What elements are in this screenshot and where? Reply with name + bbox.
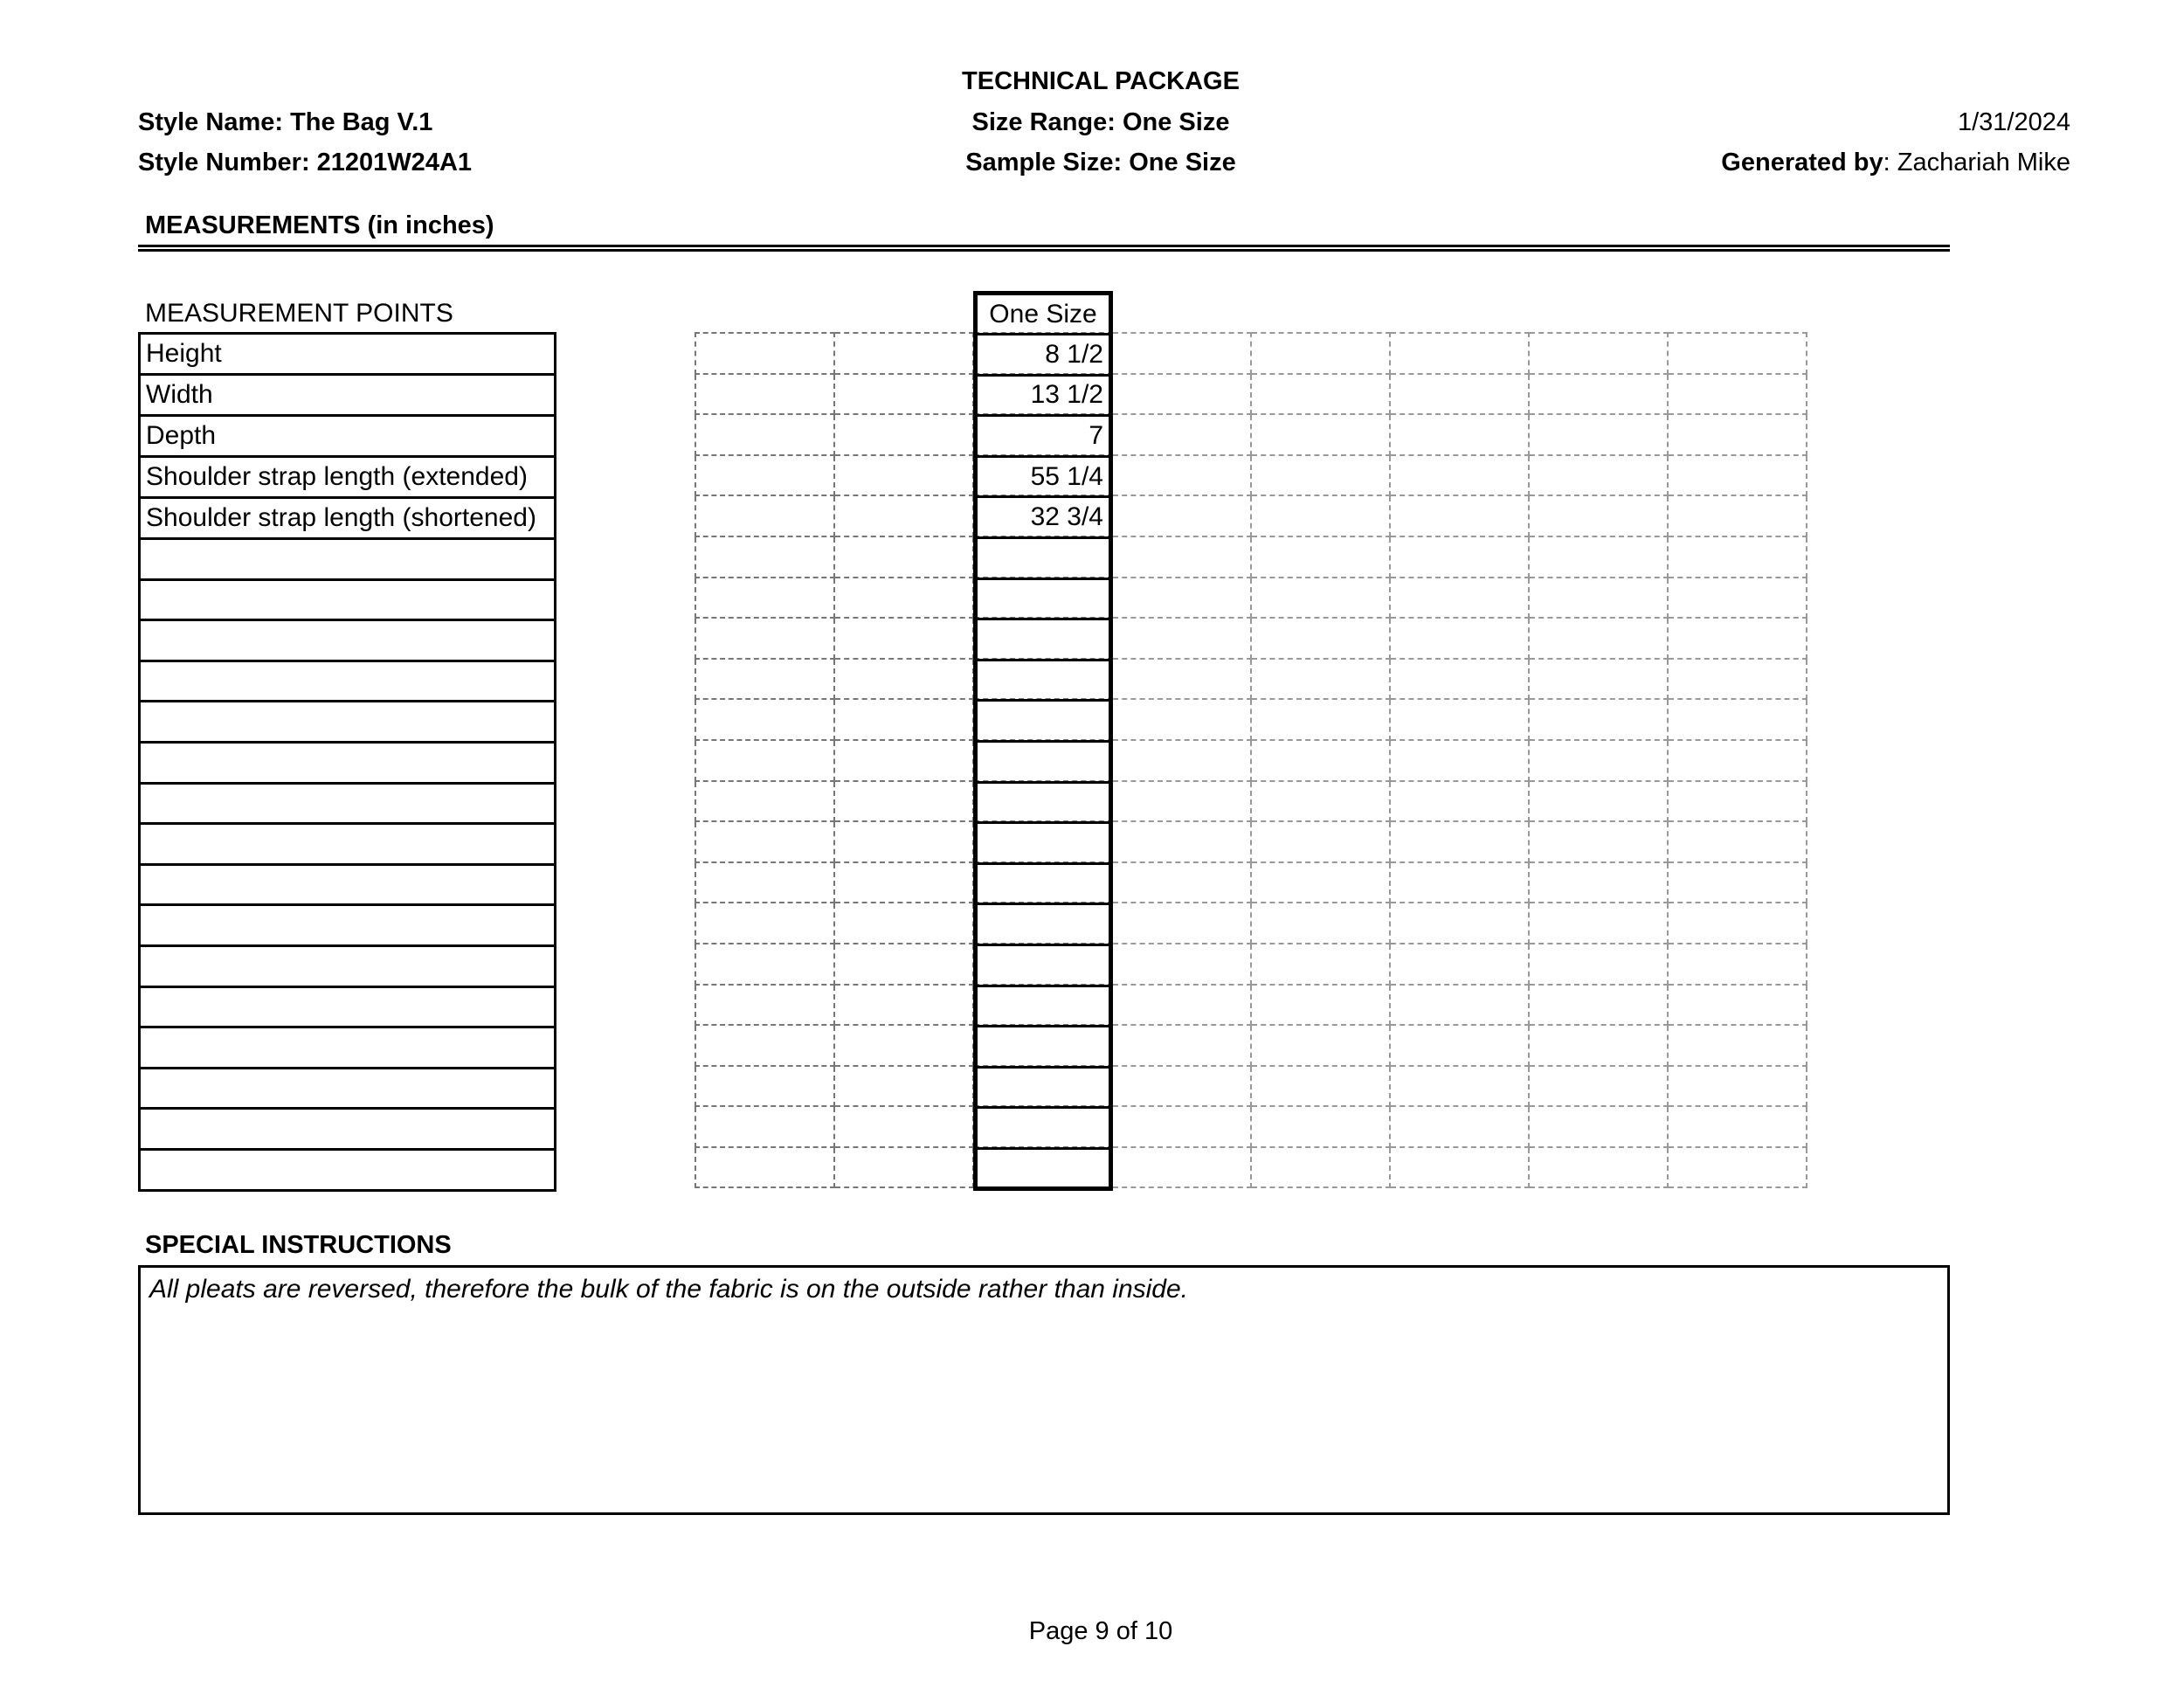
grid-row <box>695 455 1807 496</box>
grid-cell <box>1390 333 1529 374</box>
sample-size-value: One Size <box>1129 149 1236 176</box>
measurements-divider <box>138 245 1950 252</box>
grid-cell <box>1112 536 1251 578</box>
grid-cell <box>834 659 973 700</box>
grid-cell <box>1112 495 1251 536</box>
measurement-point-cell <box>140 1149 556 1190</box>
table-row <box>140 1109 556 1150</box>
table-row <box>140 1068 556 1109</box>
grid-cell <box>1390 455 1529 496</box>
grid-cell <box>1668 455 1807 496</box>
grid-cell <box>695 985 834 1026</box>
grid-cell <box>695 781 834 822</box>
table-row <box>976 619 1111 661</box>
table-row <box>140 783 556 824</box>
grid-cell <box>695 740 834 781</box>
grid-row <box>695 333 1807 374</box>
size-grid <box>695 332 1807 1188</box>
grid-cell <box>1251 578 1390 619</box>
size-value-cell <box>976 1027 1111 1068</box>
table-row <box>140 905 556 946</box>
grid-row <box>695 1106 1807 1147</box>
grid-cell <box>1529 536 1668 578</box>
size-value-cell <box>976 537 1111 578</box>
document-date: 1/31/2024 <box>1957 108 2070 136</box>
grid-cell <box>834 985 973 1026</box>
grid-cell <box>695 699 834 740</box>
grid-cell <box>1390 944 1529 985</box>
special-instructions-text: All pleats are reversed, therefore the bulk of the fabric is on the outside rather than inside. <box>149 1275 1189 1304</box>
grid-cell <box>1529 781 1668 822</box>
table-row <box>140 702 556 743</box>
grid-cell <box>1251 740 1390 781</box>
grid-cell <box>834 1066 973 1107</box>
grid-cell <box>834 374 973 415</box>
grid-cell <box>1390 781 1529 822</box>
grid-cell <box>1668 1066 1807 1107</box>
grid-cell <box>1112 659 1251 700</box>
grid-cell <box>1251 985 1390 1026</box>
grid-cell <box>1668 985 1807 1026</box>
grid-cell <box>1390 1066 1529 1107</box>
grid-row <box>695 699 1807 740</box>
grid-cell <box>1251 821 1390 862</box>
size-value-cell <box>976 578 1111 619</box>
measurement-point-cell: Shoulder strap length (shortened) <box>140 498 556 539</box>
grid-cell <box>1390 862 1529 903</box>
grid-cell <box>1668 740 1807 781</box>
grid-cell <box>695 414 834 455</box>
grid-cell <box>1251 333 1390 374</box>
grid-row <box>695 536 1807 578</box>
grid-cell <box>1668 862 1807 903</box>
grid-row <box>695 862 1807 903</box>
grid-row <box>695 578 1807 619</box>
table-row <box>976 375 1111 416</box>
size-value-cell <box>976 660 1111 701</box>
size-range <box>874 106 1328 139</box>
size-value-cell: 7 <box>976 416 1111 457</box>
grid-cell <box>1251 659 1390 700</box>
grid-cell <box>695 374 834 415</box>
grid-cell <box>1112 414 1251 455</box>
style-number-label: Style Number: <box>138 149 310 176</box>
size-range-value: One Size <box>1122 108 1230 136</box>
grid-cell <box>1390 699 1529 740</box>
grid-cell <box>1390 1147 1529 1188</box>
table-row <box>140 498 556 539</box>
measurement-point-cell: Height <box>140 334 556 375</box>
measurement-point-cell <box>140 945 556 986</box>
size-value-cell <box>976 823 1111 864</box>
generated-by <box>1721 146 2070 179</box>
grid-cell <box>1529 455 1668 496</box>
measurement-point-cell <box>140 986 556 1027</box>
grid-cell <box>1668 374 1807 415</box>
table-row <box>976 335 1111 376</box>
size-value-cell: 55 1/4 <box>976 456 1111 497</box>
grid-cell <box>1112 333 1251 374</box>
table-row <box>976 416 1111 457</box>
table-row <box>976 1108 1111 1149</box>
grid-cell <box>834 699 973 740</box>
grid-cell <box>1251 944 1390 985</box>
table-row <box>140 986 556 1027</box>
grid-cell <box>834 1025 973 1066</box>
grid-cell <box>1390 821 1529 862</box>
table-row <box>140 1027 556 1069</box>
size-value-cell <box>976 701 1111 742</box>
grid-cell <box>834 536 973 578</box>
grid-cell <box>1668 1147 1807 1188</box>
table-row <box>976 823 1111 864</box>
grid-cell <box>1112 740 1251 781</box>
grid-cell <box>1251 1066 1390 1107</box>
measurement-point-cell <box>140 905 556 946</box>
table-row <box>140 945 556 986</box>
table-row <box>976 944 1111 986</box>
table-row <box>140 539 556 580</box>
grid-cell <box>1529 659 1668 700</box>
grid-cell <box>834 333 973 374</box>
grid-cell <box>695 821 834 862</box>
grid-cell <box>695 862 834 903</box>
measurement-point-cell: Width <box>140 375 556 416</box>
grid-cell <box>1529 414 1668 455</box>
grid-cell <box>1529 1106 1668 1147</box>
size-value-cell <box>976 944 1111 986</box>
grid-cell <box>834 578 973 619</box>
grid-cell <box>1529 903 1668 944</box>
page-number: Page 9 of 10 <box>1028 1617 1173 1645</box>
grid-cell <box>1668 618 1807 659</box>
table-row <box>140 334 556 375</box>
grid-cell <box>834 618 973 659</box>
grid-cell <box>1529 1147 1668 1188</box>
grid-cell <box>1390 578 1529 619</box>
grid-cell <box>695 944 834 985</box>
grid-cell <box>1390 414 1529 455</box>
grid-cell <box>1529 985 1668 1026</box>
one-size-column <box>973 291 1113 1191</box>
measurement-point-cell <box>140 864 556 905</box>
grid-cell <box>834 455 973 496</box>
table-row <box>140 375 556 416</box>
size-value-cell <box>976 863 1111 904</box>
table-row <box>976 1148 1111 1189</box>
table-row <box>140 824 556 865</box>
table-row <box>976 782 1111 823</box>
grid-cell <box>695 536 834 578</box>
grid-cell <box>834 781 973 822</box>
table-row <box>140 457 556 498</box>
grid-cell <box>1668 333 1807 374</box>
grid-cell <box>1112 862 1251 903</box>
size-value-cell: 32 3/4 <box>976 497 1111 538</box>
grid-cell <box>1668 1106 1807 1147</box>
grid-cell <box>1390 374 1529 415</box>
grid-cell <box>1112 1147 1251 1188</box>
grid-row <box>695 1066 1807 1107</box>
grid-cell <box>1668 944 1807 985</box>
table-row <box>976 578 1111 619</box>
table-row <box>976 863 1111 904</box>
grid-cell <box>1251 455 1390 496</box>
grid-cell <box>695 578 834 619</box>
measurement-point-cell <box>140 783 556 824</box>
size-value-cell <box>976 782 1111 823</box>
measurement-point-cell <box>140 1027 556 1069</box>
grid-cell <box>1251 374 1390 415</box>
grid-cell <box>834 740 973 781</box>
grid-cell <box>1112 1066 1251 1107</box>
grid-cell <box>1529 821 1668 862</box>
grid-cell <box>1529 740 1668 781</box>
grid-cell <box>1390 659 1529 700</box>
grid-cell <box>1112 618 1251 659</box>
measurement-point-cell <box>140 702 556 743</box>
grid-cell <box>1668 414 1807 455</box>
grid-cell <box>1251 414 1390 455</box>
sample-size-label: Sample Size: <box>965 149 1123 176</box>
grid-row <box>695 944 1807 985</box>
grid-cell <box>695 1147 834 1188</box>
style-name <box>138 106 432 139</box>
grid-cell <box>1251 903 1390 944</box>
grid-cell <box>1112 1106 1251 1147</box>
grid-cell <box>1251 1025 1390 1066</box>
style-name-label: Style Name: <box>138 108 284 136</box>
table-row <box>140 661 556 702</box>
grid-cell <box>1390 495 1529 536</box>
grid-cell <box>1112 374 1251 415</box>
generated-by-label: Generated by <box>1721 149 1883 176</box>
grid-cell <box>1668 578 1807 619</box>
grid-cell <box>1112 903 1251 944</box>
grid-cell <box>1390 618 1529 659</box>
grid-cell <box>1251 618 1390 659</box>
table-row <box>140 1149 556 1190</box>
grid-row <box>695 740 1807 781</box>
grid-cell <box>695 1106 834 1147</box>
grid-row <box>695 903 1807 944</box>
table-row <box>976 497 1111 538</box>
grid-row <box>695 414 1807 455</box>
grid-row <box>695 1147 1807 1188</box>
grid-cell <box>1251 495 1390 536</box>
grid-cell <box>695 1025 834 1066</box>
table-row <box>976 904 1111 945</box>
grid-cell <box>1112 944 1251 985</box>
grid-cell <box>1251 699 1390 740</box>
grid-cell <box>834 944 973 985</box>
grid-cell <box>1112 821 1251 862</box>
measurement-point-cell <box>140 1068 556 1109</box>
measurement-points-table <box>138 332 556 1192</box>
table-row <box>140 742 556 783</box>
size-value-cell <box>976 1067 1111 1108</box>
grid-cell <box>1668 781 1807 822</box>
measurement-point-cell <box>140 661 556 702</box>
table-row <box>976 701 1111 742</box>
table-row <box>976 741 1111 782</box>
grid-cell <box>695 495 834 536</box>
grid-cell <box>1251 536 1390 578</box>
grid-cell <box>695 659 834 700</box>
grid-cell <box>1668 699 1807 740</box>
grid-cell <box>1529 333 1668 374</box>
grid-cell <box>1112 985 1251 1026</box>
grid-cell <box>695 455 834 496</box>
grid-cell <box>1251 1106 1390 1147</box>
grid-cell <box>1668 536 1807 578</box>
grid-row <box>695 659 1807 700</box>
grid-cell <box>1668 495 1807 536</box>
grid-cell <box>1112 578 1251 619</box>
grid-cell <box>834 821 973 862</box>
table-row <box>976 1067 1111 1108</box>
measurements-section-title: MEASUREMENTS (in inches) <box>145 211 494 239</box>
table-row <box>976 456 1111 497</box>
size-value-cell <box>976 741 1111 782</box>
grid-cell <box>1112 455 1251 496</box>
measurement-point-cell <box>140 579 556 620</box>
style-number <box>138 146 472 179</box>
grid-row <box>695 781 1807 822</box>
size-header: One Size <box>989 299 1097 329</box>
grid-cell <box>834 903 973 944</box>
grid-cell <box>695 618 834 659</box>
grid-cell <box>1112 781 1251 822</box>
measurement-point-cell: Shoulder strap length (extended) <box>140 457 556 498</box>
grid-row <box>695 821 1807 862</box>
grid-cell <box>1529 944 1668 985</box>
grid-cell <box>1251 781 1390 822</box>
sample-size <box>874 146 1328 179</box>
grid-row <box>695 985 1807 1026</box>
grid-cell <box>1668 903 1807 944</box>
size-value-cell: 13 1/2 <box>976 375 1111 416</box>
size-value-cell <box>976 619 1111 661</box>
measurement-point-cell <box>140 620 556 661</box>
document-title: TECHNICAL PACKAGE <box>962 67 1240 95</box>
grid-cell <box>834 1147 973 1188</box>
grid-cell <box>1529 862 1668 903</box>
special-instructions-title: SPECIAL INSTRUCTIONS <box>145 1231 452 1259</box>
grid-cell <box>1529 1066 1668 1107</box>
measurement-points-header: MEASUREMENT POINTS <box>145 299 453 328</box>
size-value-cell <box>976 904 1111 945</box>
grid-cell <box>1529 495 1668 536</box>
style-number-value: 21201W24A1 <box>316 149 473 176</box>
grid-cell <box>1112 699 1251 740</box>
grid-cell <box>1390 985 1529 1026</box>
grid-cell <box>1112 1025 1251 1066</box>
grid-cell <box>1529 1025 1668 1066</box>
grid-cell <box>1390 740 1529 781</box>
grid-cell <box>695 1066 834 1107</box>
table-row <box>976 1027 1111 1068</box>
grid-cell <box>1529 578 1668 619</box>
grid-cell <box>1529 699 1668 740</box>
table-row <box>976 537 1111 578</box>
grid-row <box>695 618 1807 659</box>
grid-cell <box>1529 618 1668 659</box>
grid-cell <box>1668 1025 1807 1066</box>
table-row <box>140 864 556 905</box>
grid-cell <box>834 862 973 903</box>
table-row <box>140 416 556 457</box>
grid-cell <box>834 414 973 455</box>
grid-row <box>695 374 1807 415</box>
grid-cell <box>1390 1025 1529 1066</box>
table-row <box>976 660 1111 701</box>
grid-cell <box>1390 536 1529 578</box>
grid-row <box>695 1025 1807 1066</box>
grid-cell <box>1529 374 1668 415</box>
generated-by-value: : Zachariah Mike <box>1883 149 2070 176</box>
table-row <box>140 579 556 620</box>
measurement-point-cell: Depth <box>140 416 556 457</box>
size-value-cell <box>976 1108 1111 1149</box>
grid-cell <box>834 495 973 536</box>
table-row <box>976 986 1111 1027</box>
grid-cell <box>1251 862 1390 903</box>
grid-cell <box>695 333 834 374</box>
measurement-point-cell <box>140 824 556 865</box>
measurement-point-cell <box>140 742 556 783</box>
special-instructions-box <box>138 1265 1950 1515</box>
size-value-cell: 8 1/2 <box>976 335 1111 376</box>
table-row <box>140 620 556 661</box>
grid-cell <box>1390 1106 1529 1147</box>
grid-row <box>695 495 1807 536</box>
size-range-label: Size Range: <box>971 108 1116 136</box>
grid-cell <box>1668 659 1807 700</box>
grid-cell <box>834 1106 973 1147</box>
grid-cell <box>1251 1147 1390 1188</box>
style-name-value: The Bag V.1 <box>290 108 433 136</box>
grid-cell <box>1390 903 1529 944</box>
grid-cell <box>1668 821 1807 862</box>
measurement-point-cell <box>140 1109 556 1150</box>
measurement-point-cell <box>140 539 556 580</box>
size-value-cell <box>976 986 1111 1027</box>
size-value-cell <box>976 1148 1111 1189</box>
grid-cell <box>695 903 834 944</box>
